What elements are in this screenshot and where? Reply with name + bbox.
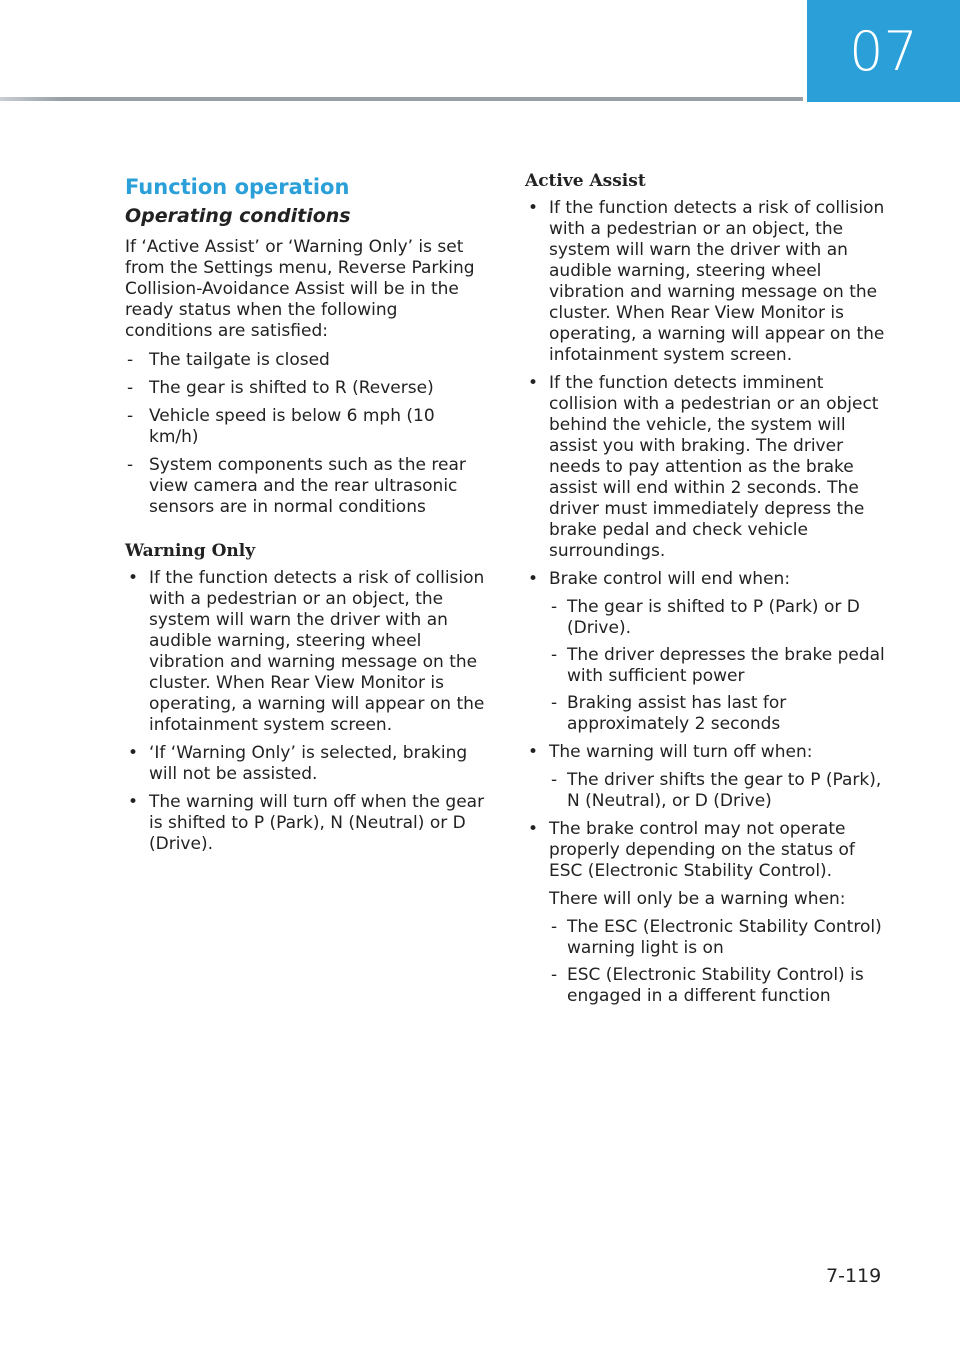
page-number: 7-119	[826, 1265, 882, 1287]
list-item: - The gear is shifted to R (Reverse)	[125, 378, 485, 399]
list-item: - Vehicle speed is below 6 mph (10 km/h)	[125, 406, 485, 448]
list-item	[525, 569, 887, 735]
sub-list-item: - The ESC (Electronic Stability Control) warning light is on	[549, 917, 887, 959]
conditions-list	[125, 350, 485, 518]
subsection-title: Operating conditions	[125, 205, 351, 227]
list-item: • ‘If ‘Warning Only’ is selected, braking will not be assisted.	[125, 743, 485, 785]
list-item-note: There will only be a warning when:	[549, 889, 846, 909]
sub-list-item: - Braking assist has last for approximately 2 seconds	[549, 693, 887, 735]
warning-only-heading: Warning Only	[125, 541, 256, 561]
intro-paragraph: If ‘Active Assist’ or ‘Warning Only’ is set from the Settings menu, Reverse Parking Collision-Avoidance Assist will be in the ready status when the following conditions are satisfied:	[125, 237, 475, 341]
list-item-text: The warning will turn off when:	[549, 742, 813, 762]
sub-list-item: - The gear is shifted to P (Park) or D (Drive).	[549, 597, 887, 639]
chapter-tab: 07	[807, 0, 960, 102]
warning-off-list	[549, 770, 887, 812]
list-item: • If the function detects a risk of collision with a pedestrian or an object, the system will warn the driver with an audible warning, steering wheel vibration and warning message on the cluster. When Rear View Monitor is operating, a warning will appear on the infotainment system screen.	[125, 568, 485, 736]
right-column	[525, 170, 887, 1014]
sub-list-item: - The driver depresses the brake pedal with sufficient power	[549, 645, 887, 687]
list-item-text: The brake control may not operate properly depending on the status of ESC (Electronic Stability Control).	[549, 819, 855, 881]
list-item	[525, 819, 887, 1007]
warning-only-when-list	[549, 917, 887, 1007]
list-item: - System components such as the rear view camera and the rear ultrasonic sensors are in normal conditions	[125, 455, 485, 518]
left-column	[125, 170, 485, 862]
list-item: - The tailgate is closed	[125, 350, 485, 371]
list-item-text: Brake control will end when:	[549, 569, 791, 589]
list-item: • If the function detects imminent collision with a pedestrian or an object behind the vehicle, the system will assist you with braking. The driver needs to pay attention as the brake assist will end within 2 seconds. The driver must immediately depress the brake pedal and check vehicle surroundings.	[525, 373, 887, 562]
list-item	[525, 742, 887, 812]
sub-list-item: - ESC (Electronic Stability Control) is engaged in a different function	[549, 965, 887, 1007]
active-assist-heading: Active Assist	[525, 171, 646, 191]
brake-end-list	[549, 597, 887, 735]
list-item: • If the function detects a risk of collision with a pedestrian or an object, the system will warn the driver with an audible warning, steering wheel vibration and warning message on the cluster. When Rear View Monitor is operating, a warning will appear on the infotainment system screen.	[525, 198, 887, 366]
sub-list-item: - The driver shifts the gear to P (Park), N (Neutral), or D (Drive)	[549, 770, 887, 812]
warning-only-list	[125, 568, 485, 855]
section-title: Function operation	[125, 175, 350, 199]
header-rule	[0, 97, 803, 101]
list-item: • The warning will turn off when the gear is shifted to P (Park), N (Neutral) or D (Drive).	[125, 792, 485, 855]
active-assist-list	[525, 198, 887, 1007]
